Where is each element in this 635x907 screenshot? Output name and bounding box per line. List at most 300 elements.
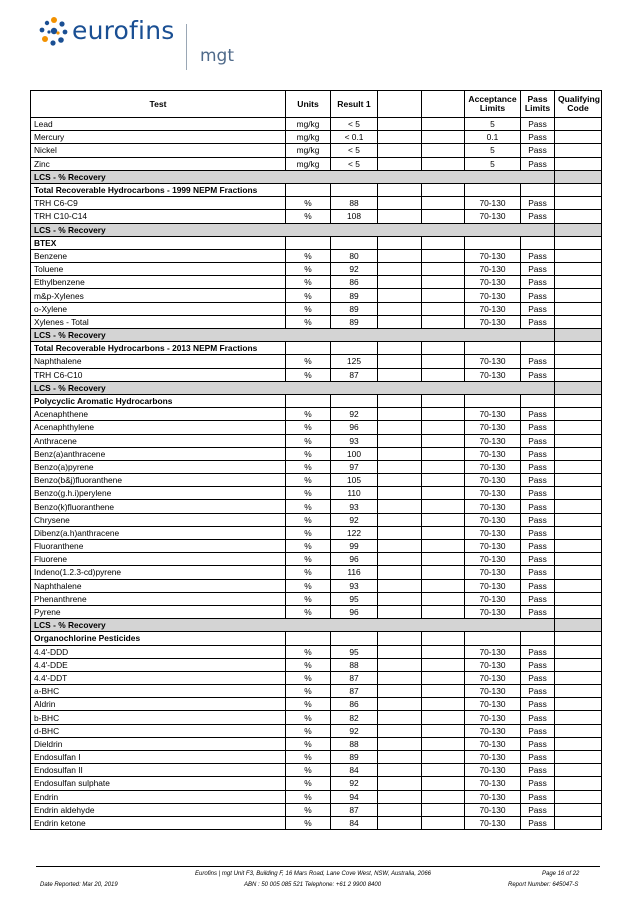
test-name-cell: Benzo(g.h.i)perylene xyxy=(31,487,286,500)
blank-cell xyxy=(422,632,465,645)
test-name-cell: TRH C6-C10 xyxy=(31,368,286,381)
units-cell: % xyxy=(286,592,331,605)
blank-cell xyxy=(422,144,465,157)
col-header-units: Units xyxy=(286,91,331,118)
result-cell: 92 xyxy=(331,263,378,276)
acceptance-limits-cell: 70-130 xyxy=(465,421,521,434)
table-header-row xyxy=(31,91,602,118)
test-name-cell: Toluene xyxy=(31,263,286,276)
pass-cell: Pass xyxy=(521,540,555,553)
table-body xyxy=(31,118,602,830)
blank-cell xyxy=(378,474,422,487)
units-cell: mg/kg xyxy=(286,131,331,144)
acceptance-limits-cell: 70-130 xyxy=(465,197,521,210)
test-name-cell: Endrin ketone xyxy=(31,816,286,829)
table-row xyxy=(31,803,602,816)
blank-cell xyxy=(378,368,422,381)
section-row xyxy=(31,619,602,632)
qualifying-code-cell xyxy=(555,302,602,315)
blank-cell xyxy=(422,394,465,407)
qualifying-code-cell xyxy=(555,421,602,434)
result-cell: 89 xyxy=(331,315,378,328)
blank-cell xyxy=(378,421,422,434)
blank-cell xyxy=(378,289,422,302)
blank-cell xyxy=(378,764,422,777)
table-row xyxy=(31,605,602,618)
table-row xyxy=(31,144,602,157)
blank-cell xyxy=(378,236,422,249)
blank-cell xyxy=(378,790,422,803)
units-cell: % xyxy=(286,197,331,210)
blank-cell xyxy=(378,658,422,671)
pass-cell: Pass xyxy=(521,131,555,144)
results-table xyxy=(30,90,602,830)
qualifying-code-cell xyxy=(555,526,602,539)
acceptance-limits-cell: 70-130 xyxy=(465,526,521,539)
table-row xyxy=(31,157,602,170)
pass-cell: Pass xyxy=(521,513,555,526)
acceptance-limits-cell: 70-130 xyxy=(465,566,521,579)
test-name-cell: 4.4'-DDE xyxy=(31,658,286,671)
test-name-cell: Mercury xyxy=(31,131,286,144)
group-label: Total Recoverable Hydrocarbons - 1999 NEPM Fractions xyxy=(31,183,286,196)
result-cell xyxy=(331,236,378,249)
result-cell: 88 xyxy=(331,737,378,750)
table-row xyxy=(31,302,602,315)
acceptance-limits-cell: 70-130 xyxy=(465,605,521,618)
pass-cell: Pass xyxy=(521,276,555,289)
qualifying-code-cell xyxy=(555,685,602,698)
qualifying-code-cell xyxy=(555,460,602,473)
acceptance-limits-cell: 70-130 xyxy=(465,474,521,487)
group-label: BTEX xyxy=(31,236,286,249)
test-name-cell: Endosulfan II xyxy=(31,764,286,777)
blank-cell xyxy=(422,157,465,170)
result-cell: 89 xyxy=(331,302,378,315)
test-name-cell: Endosulfan sulphate xyxy=(31,777,286,790)
units-cell: % xyxy=(286,698,331,711)
acceptance-limits-cell: 70-130 xyxy=(465,487,521,500)
pass-cell: Pass xyxy=(521,698,555,711)
units-cell: % xyxy=(286,724,331,737)
units-cell xyxy=(286,342,331,355)
table-row xyxy=(31,500,602,513)
table-row xyxy=(31,197,602,210)
group-header-row xyxy=(31,236,602,249)
qualifying-code-cell xyxy=(555,355,602,368)
units-cell: % xyxy=(286,289,331,302)
blank-cell xyxy=(422,671,465,684)
units-cell: % xyxy=(286,671,331,684)
section-row xyxy=(31,381,602,394)
units-cell: % xyxy=(286,751,331,764)
pass-cell: Pass xyxy=(521,302,555,315)
result-cell: 84 xyxy=(331,764,378,777)
test-name-cell: TRH C10-C14 xyxy=(31,210,286,223)
blank-cell xyxy=(422,276,465,289)
qualifying-code-cell xyxy=(555,632,602,645)
qualifying-code-cell xyxy=(555,737,602,750)
qualifying-code-cell xyxy=(555,658,602,671)
blank-cell xyxy=(422,579,465,592)
test-name-cell: b-BHC xyxy=(31,711,286,724)
pass-cell: Pass xyxy=(521,751,555,764)
blank-cell xyxy=(378,751,422,764)
table-row xyxy=(31,685,602,698)
blank-cell xyxy=(422,460,465,473)
test-name-cell: Benzo(k)fluoranthene xyxy=(31,500,286,513)
pass-cell: Pass xyxy=(521,592,555,605)
units-cell: % xyxy=(286,764,331,777)
test-name-cell: a-BHC xyxy=(31,685,286,698)
pass-cell: Pass xyxy=(521,777,555,790)
acceptance-limits-cell: 70-130 xyxy=(465,737,521,750)
units-cell: % xyxy=(286,249,331,262)
qualifying-code-cell xyxy=(555,118,602,131)
test-name-cell: Benzo(b&j)fluoranthene xyxy=(31,474,286,487)
blank-cell xyxy=(422,751,465,764)
acceptance-limits-cell: 5 xyxy=(465,144,521,157)
result-cell: 80 xyxy=(331,249,378,262)
result-cell: 125 xyxy=(331,355,378,368)
result-cell: 122 xyxy=(331,526,378,539)
blank-cell xyxy=(378,803,422,816)
result-cell: < 5 xyxy=(331,118,378,131)
acceptance-limits-cell: 70-130 xyxy=(465,645,521,658)
footer-address: Eurofins | mgt Unit F3, Building F, 16 Mars Road, Lane Cove West, NSW, Australia, 2066 xyxy=(195,871,431,877)
blank-cell xyxy=(378,342,422,355)
pass-cell: Pass xyxy=(521,368,555,381)
pass-cell: Pass xyxy=(521,764,555,777)
test-name-cell: Endosulfan I xyxy=(31,751,286,764)
blank-cell xyxy=(378,263,422,276)
acceptance-limits-cell: 70-130 xyxy=(465,302,521,315)
qualifying-code-cell xyxy=(555,500,602,513)
blank-cell xyxy=(422,724,465,737)
test-name-cell: 4.4'-DDT xyxy=(31,671,286,684)
result-cell: 97 xyxy=(331,460,378,473)
acceptance-limits-cell: 70-130 xyxy=(465,724,521,737)
units-cell: % xyxy=(286,474,331,487)
group-label: Polycyclic Aromatic Hydrocarbons xyxy=(31,394,286,407)
blank-cell xyxy=(378,355,422,368)
acceptance-limits-cell: 70-130 xyxy=(465,711,521,724)
acceptance-limits-cell: 70-130 xyxy=(465,368,521,381)
table-row xyxy=(31,566,602,579)
acceptance-limits-cell: 70-130 xyxy=(465,210,521,223)
qualifying-code-cell xyxy=(555,342,602,355)
test-name-cell: d-BHC xyxy=(31,724,286,737)
blank-cell xyxy=(422,685,465,698)
result-cell: 87 xyxy=(331,803,378,816)
pass-cell: Pass xyxy=(521,447,555,460)
units-cell: % xyxy=(286,685,331,698)
units-cell: % xyxy=(286,368,331,381)
acceptance-limits-cell: 70-130 xyxy=(465,460,521,473)
qualifying-code-cell xyxy=(555,803,602,816)
blank-cell xyxy=(422,790,465,803)
units-cell xyxy=(286,394,331,407)
acceptance-limits-cell: 70-130 xyxy=(465,447,521,460)
blank-cell xyxy=(422,513,465,526)
qualifying-code-cell xyxy=(555,381,602,394)
result-cell: 92 xyxy=(331,777,378,790)
footer-divider xyxy=(36,866,600,867)
blank-cell xyxy=(422,592,465,605)
pass-cell: Pass xyxy=(521,263,555,276)
blank-cell xyxy=(422,197,465,210)
test-name-cell: o-Xylene xyxy=(31,302,286,315)
result-cell: 92 xyxy=(331,408,378,421)
table-row xyxy=(31,487,602,500)
units-cell: % xyxy=(286,790,331,803)
table-row xyxy=(31,579,602,592)
test-name-cell: Fluoranthene xyxy=(31,540,286,553)
result-cell: 87 xyxy=(331,685,378,698)
col-header-qualifying-code: Qualifying Code xyxy=(555,91,602,118)
pass-cell: Pass xyxy=(521,157,555,170)
result-cell: < 5 xyxy=(331,144,378,157)
result-cell: 88 xyxy=(331,197,378,210)
blank-cell xyxy=(378,276,422,289)
pass-cell: Pass xyxy=(521,315,555,328)
blank-cell xyxy=(422,447,465,460)
pass-cell: Pass xyxy=(521,711,555,724)
limits-cell xyxy=(465,183,521,196)
test-name-cell: Phenanthrene xyxy=(31,592,286,605)
result-cell: 96 xyxy=(331,605,378,618)
acceptance-limits-cell: 70-130 xyxy=(465,540,521,553)
units-cell: % xyxy=(286,777,331,790)
pass-cell: Pass xyxy=(521,118,555,131)
blank-cell xyxy=(378,394,422,407)
blank-cell xyxy=(422,474,465,487)
qualifying-code-cell xyxy=(555,368,602,381)
table-row xyxy=(31,263,602,276)
table-row xyxy=(31,460,602,473)
col-header-blank-2 xyxy=(422,91,465,118)
test-name-cell: Aldrin xyxy=(31,698,286,711)
pass-cell: Pass xyxy=(521,803,555,816)
test-name-cell: Dieldrin xyxy=(31,737,286,750)
table-row xyxy=(31,249,602,262)
test-name-cell: Benzene xyxy=(31,249,286,262)
table-row xyxy=(31,711,602,724)
blank-cell xyxy=(422,315,465,328)
qualifying-code-cell xyxy=(555,592,602,605)
units-cell: % xyxy=(286,737,331,750)
qualifying-code-cell xyxy=(555,724,602,737)
section-label: LCS - % Recovery xyxy=(31,381,555,394)
test-name-cell: Benz(a)anthracene xyxy=(31,447,286,460)
qualifying-code-cell xyxy=(555,764,602,777)
qualifying-code-cell xyxy=(555,790,602,803)
result-cell: 87 xyxy=(331,368,378,381)
acceptance-limits-cell: 70-130 xyxy=(465,685,521,698)
table-row xyxy=(31,447,602,460)
table-row xyxy=(31,658,602,671)
pass-cell: Pass xyxy=(521,553,555,566)
result-cell: 100 xyxy=(331,447,378,460)
table-row xyxy=(31,474,602,487)
pass-cell: Pass xyxy=(521,249,555,262)
units-cell: mg/kg xyxy=(286,118,331,131)
blank-cell xyxy=(378,460,422,473)
blank-cell xyxy=(378,685,422,698)
qualifying-code-cell xyxy=(555,249,602,262)
qualifying-code-cell xyxy=(555,671,602,684)
acceptance-limits-cell: 70-130 xyxy=(465,777,521,790)
pass-cell: Pass xyxy=(521,289,555,302)
section-row xyxy=(31,223,602,236)
units-cell: % xyxy=(286,434,331,447)
blank-cell xyxy=(422,183,465,196)
pass-cell: Pass xyxy=(521,579,555,592)
blank-cell xyxy=(422,249,465,262)
pass-cell xyxy=(521,236,555,249)
qualifying-code-cell xyxy=(555,210,602,223)
section-row xyxy=(31,170,602,183)
blank-cell xyxy=(378,197,422,210)
units-cell: % xyxy=(286,355,331,368)
result-cell: 105 xyxy=(331,474,378,487)
result-cell: 95 xyxy=(331,592,378,605)
result-cell xyxy=(331,342,378,355)
blank-cell xyxy=(422,368,465,381)
table-row xyxy=(31,289,602,302)
blank-cell xyxy=(422,764,465,777)
units-cell: % xyxy=(286,645,331,658)
blank-cell xyxy=(378,645,422,658)
pass-cell: Pass xyxy=(521,460,555,473)
table-row xyxy=(31,777,602,790)
blank-cell xyxy=(378,131,422,144)
brand-name: eurofins xyxy=(72,16,175,45)
test-name-cell: Naphthalene xyxy=(31,355,286,368)
blank-cell xyxy=(422,816,465,829)
units-cell: % xyxy=(286,540,331,553)
footer-contact: ABN : 50 005 085 521 Telephone: +61 2 9900 8400 xyxy=(244,882,382,888)
result-cell: 99 xyxy=(331,540,378,553)
blank-cell xyxy=(378,157,422,170)
pass-cell: Pass xyxy=(521,685,555,698)
qualifying-code-cell xyxy=(555,394,602,407)
eurofins-dots-icon xyxy=(38,16,70,48)
pass-cell: Pass xyxy=(521,816,555,829)
result-cell: 95 xyxy=(331,645,378,658)
sub-brand: mgt xyxy=(200,46,235,66)
result-cell: 89 xyxy=(331,751,378,764)
units-cell: % xyxy=(286,816,331,829)
pass-cell: Pass xyxy=(521,790,555,803)
test-name-cell: 4.4'-DDD xyxy=(31,645,286,658)
qualifying-code-cell xyxy=(555,474,602,487)
qualifying-code-cell xyxy=(555,223,602,236)
units-cell: % xyxy=(286,276,331,289)
table-row xyxy=(31,355,602,368)
units-cell: % xyxy=(286,526,331,539)
result-cell: < 5 xyxy=(331,157,378,170)
blank-cell xyxy=(378,434,422,447)
col-header-acceptance-limits: Acceptance Limits xyxy=(465,91,521,118)
qualifying-code-cell xyxy=(555,711,602,724)
footer-page-number: Page 16 of 22 xyxy=(542,871,580,877)
blank-cell xyxy=(422,342,465,355)
units-cell: % xyxy=(286,315,331,328)
result-cell: 89 xyxy=(331,289,378,302)
table-row xyxy=(31,764,602,777)
blank-cell xyxy=(422,605,465,618)
limits-cell xyxy=(465,342,521,355)
test-name-cell: m&p-Xylenes xyxy=(31,289,286,302)
section-label: LCS - % Recovery xyxy=(31,223,555,236)
acceptance-limits-cell: 70-130 xyxy=(465,592,521,605)
qualifying-code-cell xyxy=(555,289,602,302)
result-cell: 82 xyxy=(331,711,378,724)
result-cell: 84 xyxy=(331,816,378,829)
qualifying-code-cell xyxy=(555,315,602,328)
acceptance-limits-cell: 70-130 xyxy=(465,513,521,526)
table-row xyxy=(31,553,602,566)
limits-cell xyxy=(465,632,521,645)
pass-cell: Pass xyxy=(521,487,555,500)
result-cell: 92 xyxy=(331,724,378,737)
pass-cell xyxy=(521,632,555,645)
result-cell: 116 xyxy=(331,566,378,579)
pass-cell: Pass xyxy=(521,144,555,157)
result-cell: 93 xyxy=(331,434,378,447)
limits-cell xyxy=(465,236,521,249)
blank-cell xyxy=(422,645,465,658)
acceptance-limits-cell: 70-130 xyxy=(465,434,521,447)
logo-divider xyxy=(186,24,187,70)
test-name-cell: Endrin aldehyde xyxy=(31,803,286,816)
blank-cell xyxy=(422,711,465,724)
group-header-row xyxy=(31,342,602,355)
group-header-row xyxy=(31,394,602,407)
result-cell: 108 xyxy=(331,210,378,223)
result-cell xyxy=(331,632,378,645)
pass-cell: Pass xyxy=(521,474,555,487)
blank-cell xyxy=(422,408,465,421)
blank-cell xyxy=(422,803,465,816)
table-row xyxy=(31,540,602,553)
qualifying-code-cell xyxy=(555,513,602,526)
qualifying-code-cell xyxy=(555,816,602,829)
blank-cell xyxy=(378,249,422,262)
qualifying-code-cell xyxy=(555,698,602,711)
qualifying-code-cell xyxy=(555,487,602,500)
qualifying-code-cell xyxy=(555,434,602,447)
table-row xyxy=(31,421,602,434)
blank-cell xyxy=(422,355,465,368)
test-name-cell: Acenaphthylene xyxy=(31,421,286,434)
table-row xyxy=(31,698,602,711)
blank-cell xyxy=(422,658,465,671)
blank-cell xyxy=(378,487,422,500)
units-cell xyxy=(286,183,331,196)
units-cell: mg/kg xyxy=(286,144,331,157)
pass-cell: Pass xyxy=(521,355,555,368)
units-cell: % xyxy=(286,487,331,500)
table-row xyxy=(31,724,602,737)
blank-cell xyxy=(422,540,465,553)
blank-cell xyxy=(378,724,422,737)
blank-cell xyxy=(422,210,465,223)
pass-cell: Pass xyxy=(521,605,555,618)
acceptance-limits-cell: 70-130 xyxy=(465,671,521,684)
table-row xyxy=(31,118,602,131)
